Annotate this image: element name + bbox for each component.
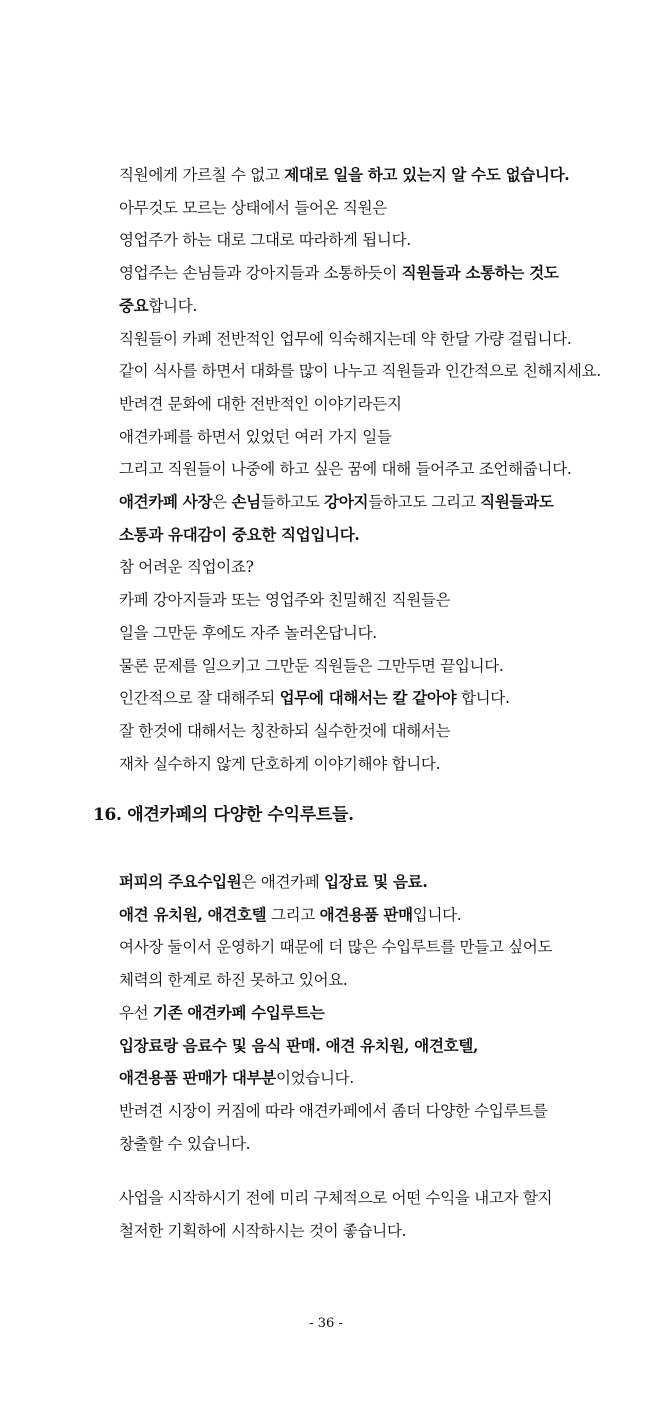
text-line	[119, 394, 402, 414]
text-segment: 은	[212, 493, 232, 511]
text-line	[119, 623, 377, 643]
text-line	[119, 198, 387, 218]
text-segment: 합니다.	[456, 689, 510, 708]
text-segment: 은 애견카페	[241, 873, 325, 891]
text-line	[119, 557, 254, 577]
text-line	[119, 165, 569, 185]
text-segment: 인간적으로 잘 대해주되	[119, 689, 280, 708]
text-segment: 여사장 둘이서 운영하기 때문에 더 많은 수입루트를 만들고 싶어도	[119, 938, 553, 957]
text-segment: 창출할 수 있습니다.	[119, 1134, 251, 1153]
bold-text: 애견 유치원, 애견호텔	[119, 904, 267, 924]
bold-text: 입장료 및 음료.	[324, 872, 428, 891]
text-line	[119, 296, 197, 316]
text-segment: 사업을 시작하시기 전에 미리 구체적으로 어떤 수익을 내고자 할지	[119, 1189, 553, 1207]
text-segment: 카페 강아지들과 또는 영업주와 친밀해진 직원들은	[119, 591, 451, 610]
text-line	[119, 459, 572, 479]
bold-text: 강아지	[324, 492, 369, 511]
bold-text: 애견카페 사장	[119, 492, 213, 511]
text-line	[119, 590, 450, 610]
text-segment: 입니다.	[412, 905, 462, 924]
text-segment: 잘 한것에 대해서는 칭찬하되 실수한것에 대해서는	[119, 721, 451, 740]
bold-text: 애견용품 판매	[319, 904, 413, 924]
text-segment: 철저한 기획하에 시작하시는 것이 좋습니다.	[119, 1221, 407, 1240]
bold-text: 업무에 대해서는 칼 같아야	[279, 688, 457, 708]
bold-text: 퍼피의 주요수입원	[119, 872, 242, 891]
text-segment: 일을 그만둔 후에도 자주 놀러온답니다.	[119, 623, 377, 642]
bold-text: 중요	[119, 295, 149, 315]
bold-text: 손님	[231, 492, 261, 511]
text-line	[119, 1134, 250, 1154]
bold-text: 소통과 유대감이 중요한 직업입니다.	[119, 524, 360, 544]
text-line	[119, 872, 427, 892]
bold-text: 제대로 일을 하고 있는지 알 수도 없습니다.	[284, 165, 570, 184]
text-segment: 합니다.	[148, 296, 198, 315]
text-line	[119, 970, 348, 990]
text-segment: 아무것도 모르는 상태에서 들어온 직원은	[119, 198, 387, 217]
bold-text: 입장료랑 음료수 및 음식 판매. 애견 유치원, 애견호텔,	[119, 1035, 479, 1055]
text-line	[119, 329, 572, 349]
text-line	[119, 492, 554, 512]
text-line	[119, 905, 461, 925]
text-segment: 우선	[119, 1003, 153, 1022]
text-line	[119, 1188, 552, 1208]
bold-text: 기존 애견카페 수입루트는	[152, 1002, 325, 1022]
text-line	[119, 1036, 478, 1056]
text-line	[119, 754, 440, 774]
text-segment: 영업주는 손님들과 강아지들과 소통하듯이	[119, 264, 402, 283]
text-line	[119, 525, 359, 545]
text-line	[119, 937, 552, 957]
page-number: - 36 -	[309, 1316, 343, 1331]
text-line	[119, 427, 392, 447]
text-segment: 직원들이 카페 전반적인 업무에 익숙해지는데 약 한달 가량 걸립니다.	[119, 329, 572, 348]
text-line	[119, 1068, 354, 1088]
text-line	[119, 1221, 406, 1241]
text-line	[119, 361, 601, 381]
text-segment: 반려견 시장이 커짐에 따라 애견카페에서 좀더 다양한 수입루트를	[119, 1101, 548, 1120]
text-line	[119, 230, 411, 250]
bold-text: 애견용품 판매가 대부분	[119, 1068, 276, 1088]
text-segment: 이었습니다.	[275, 1069, 354, 1088]
text-segment: 영업주가 하는 대로 그대로 따라하게 됩니다.	[119, 231, 411, 250]
text-line	[119, 1101, 548, 1121]
text-segment: 애견카페를 하면서 있었던 여러 가지 일들	[119, 427, 392, 446]
text-segment: 반려견 문화에 대한 전반적인 이야기라든지	[119, 394, 402, 413]
text-segment: 같이 식사를 하면서 대화를 많이 나누고 직원들과 인간적으로 친해지세요.	[119, 362, 601, 381]
bold-text: 직원들과도	[480, 492, 554, 511]
text-line	[119, 263, 559, 283]
text-segment: 들하고도 그리고	[368, 493, 481, 511]
text-segment: 직원에게 가르칠 수 없고	[119, 166, 285, 184]
text-segment: 그리고	[266, 905, 320, 924]
text-segment: 참 어려운 직업이죠?	[119, 558, 254, 577]
text-segment: 물론 문제를 일으키고 그만둔 직원들은 그만두면 끝입니다.	[119, 656, 504, 675]
section-heading: 16. 애견카페의 다양한 수익루트들.	[93, 805, 354, 825]
text-segment: 체력의 한계로 하진 못하고 있어요.	[119, 971, 348, 990]
text-line	[119, 688, 510, 708]
bold-text: 직원들과 소통하는 것도	[401, 263, 559, 283]
text-segment: 재차 실수하지 않게 단호하게 이야기해야 합니다.	[119, 754, 441, 773]
text-line	[119, 656, 504, 676]
text-line	[119, 1003, 325, 1023]
text-segment: 그리고 직원들이 나중에 하고 싶은 꿈에 대해 들어주고 조언해줍니다.	[119, 460, 572, 479]
text-segment: 들하고도	[260, 493, 325, 511]
text-line	[119, 721, 450, 741]
